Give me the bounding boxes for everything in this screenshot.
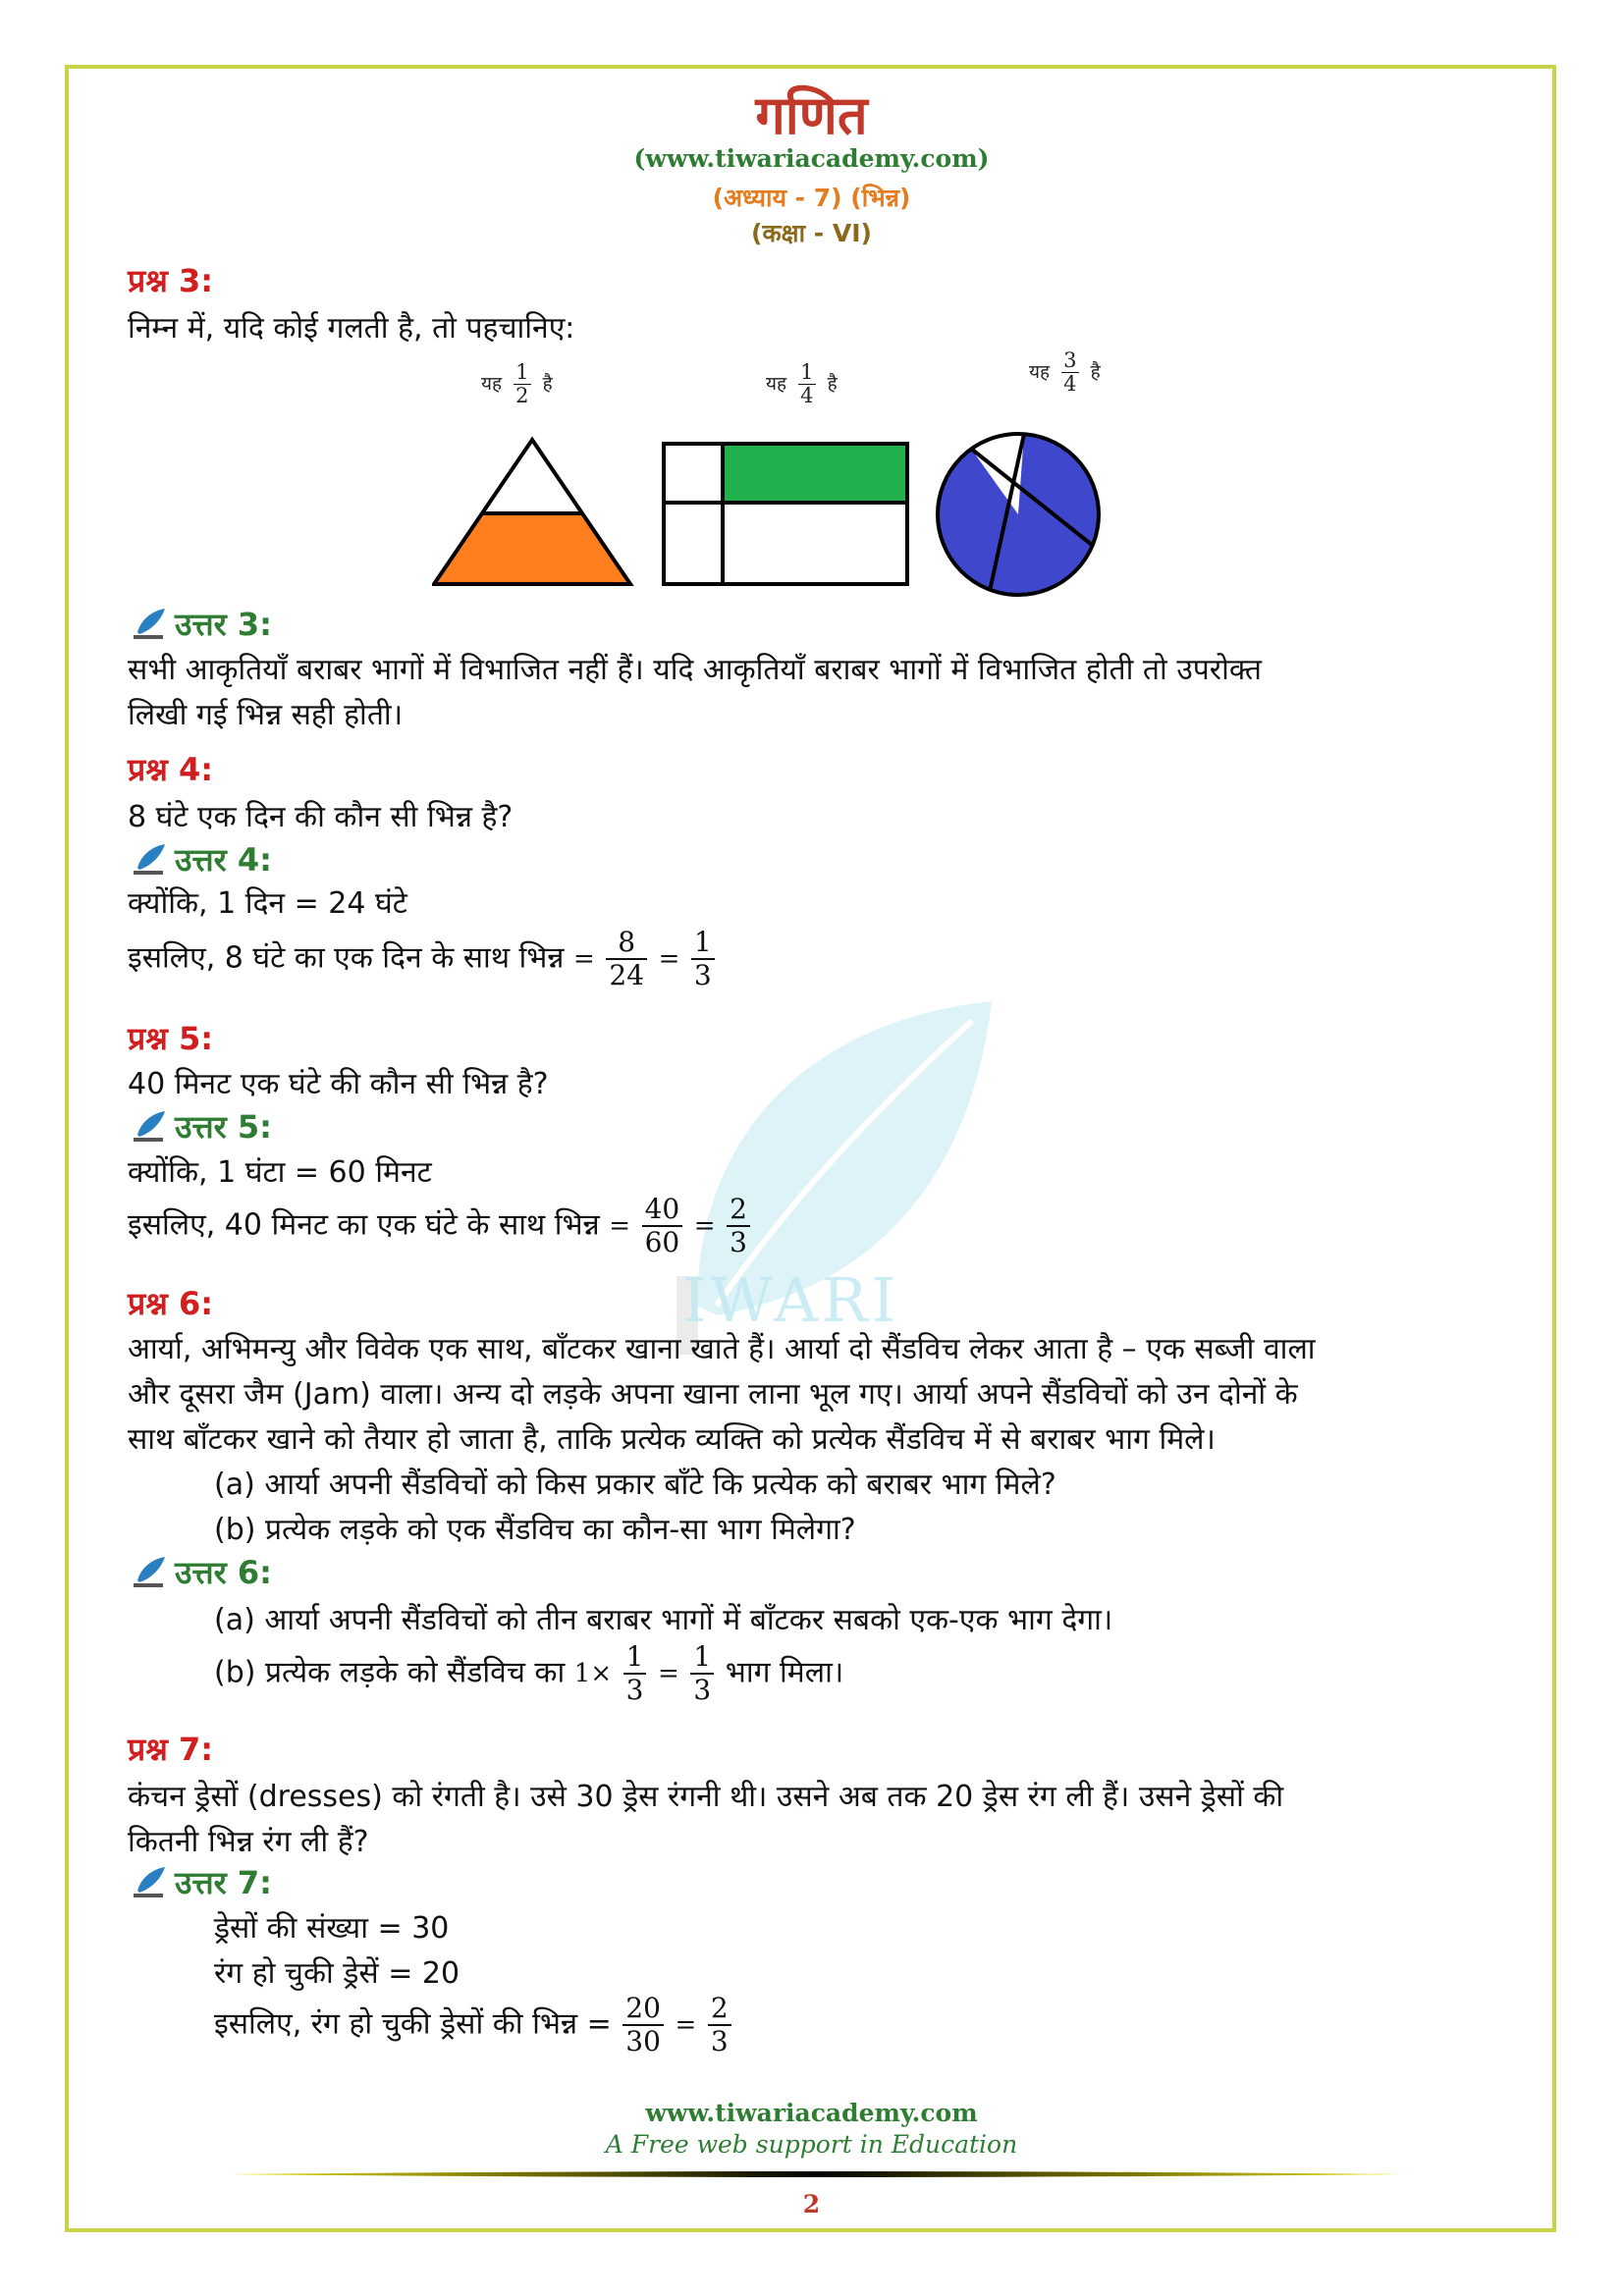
- answer-6-f2-den: 3: [693, 1674, 712, 1707]
- answer-3-line-1: सभी आकृतियाँ बराबर भागों में विभाजित नहीं हैं। यदि आकृतियाँ बराबर भागों में विभाजित होती तो उपरोक्त: [128, 653, 1263, 687]
- equals-sign: =: [609, 1211, 631, 1242]
- answer-4-fraction-2: [691, 927, 715, 991]
- answer-5-f2-den: 3: [730, 1226, 747, 1259]
- rectangle-figure: [664, 444, 907, 584]
- question-6-label: प्रश्न 6:: [128, 1285, 214, 1322]
- answer-5-fraction-2: [727, 1194, 750, 1258]
- watermark-text: IWARI: [682, 1264, 900, 1336]
- answer-4-f2-den: 3: [693, 959, 712, 992]
- page-number: 2: [802, 2190, 821, 2218]
- equals-sign: =: [675, 2010, 697, 2041]
- answer-6-part-a: (a) आर्या अपनी सैंडविचों को तीन बराबर भागों में बाँटकर सबको एक-एक भाग देगा।: [214, 1603, 1113, 1637]
- pen-icon: [132, 607, 169, 640]
- answer-3-label: उत्तर 3:: [175, 606, 272, 643]
- equals-sign: =: [658, 944, 680, 975]
- answer-7-f1-den: 30: [625, 2025, 661, 2058]
- pen-icon: [132, 1555, 169, 1588]
- answer-7-f2-num: 2: [708, 1993, 731, 2026]
- multiplier: 1×: [573, 1659, 613, 1689]
- answer-3-line-2: लिखी गई भिन्न सही होती।: [128, 698, 404, 732]
- class-label: (कक्षा - VI): [751, 219, 872, 247]
- figure-1-fraction: [514, 361, 530, 407]
- figure-3-suffix: है: [1090, 361, 1101, 384]
- question-6-part-b: (b) प्रत्येक लड़के को एक सैंडविच का कौन-सा भाग मिलेगा?: [214, 1513, 856, 1547]
- question-3-text: निम्न में, यदि कोई गलती है, तो पहचानिए:: [128, 311, 575, 346]
- answer-5-line-2: [128, 1194, 752, 1258]
- figure-3-den: 4: [1063, 372, 1077, 397]
- answer-5-line-1: क्योंकि, 1 घंटा = 60 मिनट: [128, 1155, 432, 1190]
- answer-6-part-b-suffix: भाग मिला।: [725, 1655, 844, 1690]
- fraction-figures: [432, 432, 1198, 599]
- answer-6-f1-den: 3: [625, 1674, 644, 1707]
- answer-7-line-1: ड्रेसों की संख्या = 30: [214, 1911, 450, 1946]
- answer-6-f1-num: 1: [623, 1641, 647, 1675]
- answer-5-fraction-1: [642, 1194, 683, 1258]
- answer-5-label: उत्तर 5:: [175, 1108, 272, 1146]
- footer-tagline: A Free web support in Education: [605, 2130, 1018, 2159]
- answer-6-f2-num: 1: [690, 1641, 714, 1675]
- figure-3-caption: [1029, 349, 1101, 396]
- figure-2-caption: [766, 361, 838, 407]
- answer-6-part-b-text: (b) प्रत्येक लड़के को सैंडविच का: [214, 1655, 566, 1690]
- question-7-label: प्रश्न 7:: [128, 1731, 214, 1768]
- question-5-label: प्रश्न 5:: [128, 1020, 214, 1057]
- answer-4-line-2-text: इसलिए, 8 घंटे का एक दिन के साथ भिन्न: [128, 940, 565, 976]
- figure-2-num: 1: [800, 360, 814, 384]
- answer-4-label: उत्तर 4:: [175, 841, 272, 879]
- question-5-text: 40 मिनट एक घंटे की कौन सी भिन्न है?: [128, 1067, 549, 1101]
- question-6-part-a: (a) आर्या अपनी सैंडविचों को किस प्रकार बाँटे कि प्रत्येक को बराबर भाग मिले?: [214, 1468, 1056, 1502]
- answer-7-f1-num: 20: [622, 1993, 664, 2026]
- answer-5-line-2-text: इसलिए, 40 मिनट का एक घंटे के साथ भिन्न: [128, 1207, 600, 1243]
- figure-1-suffix: है: [542, 373, 553, 396]
- answer-7-heading: [132, 1861, 272, 1903]
- pen-icon: [132, 1109, 169, 1143]
- figure-3-prefix: यह: [1029, 361, 1051, 384]
- question-6-line-1: आर्या, अभिमन्यु और विवेक एक साथ, बाँटकर खाना खाते हैं। आर्या दो सैंडविच लेकर आता है – एक सब्जी वाला: [128, 1332, 1316, 1366]
- pen-icon: [132, 842, 169, 876]
- header-website[interactable]: (www.tiwariacademy.com): [633, 144, 990, 173]
- answer-5-f1-num: 40: [642, 1194, 683, 1227]
- answer-7-fraction-1: [622, 1993, 664, 2057]
- figure-2-suffix: है: [827, 373, 838, 396]
- figure-3-fraction: [1061, 349, 1078, 396]
- figure-2-fraction: [798, 361, 815, 407]
- question-4-label: प्रश्न 4:: [128, 751, 214, 788]
- chapter-label: (अध्याय - 7) (भिन्न): [712, 184, 911, 212]
- answer-4-line-2: [128, 927, 717, 991]
- rectangle-shaded-part: [723, 444, 907, 503]
- answer-6-fraction-2: [690, 1641, 714, 1706]
- triangle-shaded-part: [434, 513, 630, 584]
- page-title: गणित: [755, 84, 868, 146]
- question-6-line-2: और दूसरा जैम (Jam) वाला। अन्य दो लड़के अपना खाना लाना भूल गए। आर्या अपने सैंडविचों को उन दोनों के: [128, 1377, 1298, 1412]
- answer-5-f2-num: 2: [727, 1194, 750, 1227]
- question-7-line-2: कितनी भिन्न रंग ली हैं?: [128, 1825, 369, 1859]
- answer-3-heading: [132, 603, 272, 645]
- circle-figure: [938, 434, 1099, 595]
- answer-4-f2-num: 1: [691, 927, 715, 960]
- answer-4-fraction-1: [606, 927, 647, 991]
- triangle-figure: [434, 440, 630, 584]
- answer-7-f2-den: 3: [710, 2025, 729, 2058]
- answer-6-fraction-1: [623, 1641, 647, 1706]
- answer-6-heading: [132, 1551, 272, 1593]
- answer-6-part-b: [214, 1641, 843, 1706]
- figure-1-caption: [481, 361, 553, 407]
- figure-1-prefix: यह: [481, 373, 503, 396]
- answer-7-line-3-text: इसलिए, रंग हो चुकी ड्रेसों की भिन्न =: [214, 2006, 612, 2042]
- answer-4-heading: [132, 838, 272, 881]
- figure-2-prefix: यह: [766, 373, 787, 396]
- equals-sign: =: [658, 1659, 679, 1689]
- figure-3-num: 3: [1063, 348, 1077, 372]
- answer-7-line-3: [214, 1993, 733, 2057]
- answer-4-line-1: क्योंकि, 1 दिन = 24 घंटे: [128, 886, 407, 921]
- answer-4-f1-den: 24: [609, 959, 645, 992]
- answer-7-fraction-2: [708, 1993, 731, 2057]
- footer-divider: [230, 2170, 1404, 2178]
- figure-2-den: 4: [800, 384, 814, 408]
- equals-sign: =: [573, 944, 595, 975]
- equals-sign: =: [693, 1211, 716, 1242]
- question-7-line-1: कंचन ड्रेसों (dresses) को रंगती है। उसे 30 ड्रेस रंगनी थी। उसने अब तक 20 ड्रेस रंग ली हैं। उसने ड्रेसों की: [128, 1780, 1284, 1814]
- figure-1-den: 2: [515, 384, 529, 408]
- answer-7-label: उत्तर 7:: [175, 1864, 272, 1901]
- question-4-text: 8 घंटे एक दिन की कौन सी भिन्न है?: [128, 800, 514, 834]
- figure-1-num: 1: [515, 360, 529, 384]
- question-3-label: प्रश्न 3:: [128, 262, 214, 299]
- answer-4-f1-num: 8: [606, 927, 647, 960]
- answer-6-label: उत्तर 6:: [175, 1554, 272, 1591]
- footer-website[interactable]: www.tiwariacademy.com: [645, 2099, 978, 2127]
- answer-7-line-2: रंग हो चुकी ड्रेसें = 20: [214, 1956, 460, 1991]
- question-6-line-3: साथ बाँटकर खाने को तैयार हो जाता है, ताकि प्रत्येक व्यक्ति को प्रत्येक सैंडविच में से बराबर भाग मिले।: [128, 1422, 1216, 1457]
- answer-5-f1-den: 60: [644, 1226, 680, 1259]
- answer-5-heading: [132, 1105, 272, 1148]
- pen-icon: [132, 1865, 169, 1898]
